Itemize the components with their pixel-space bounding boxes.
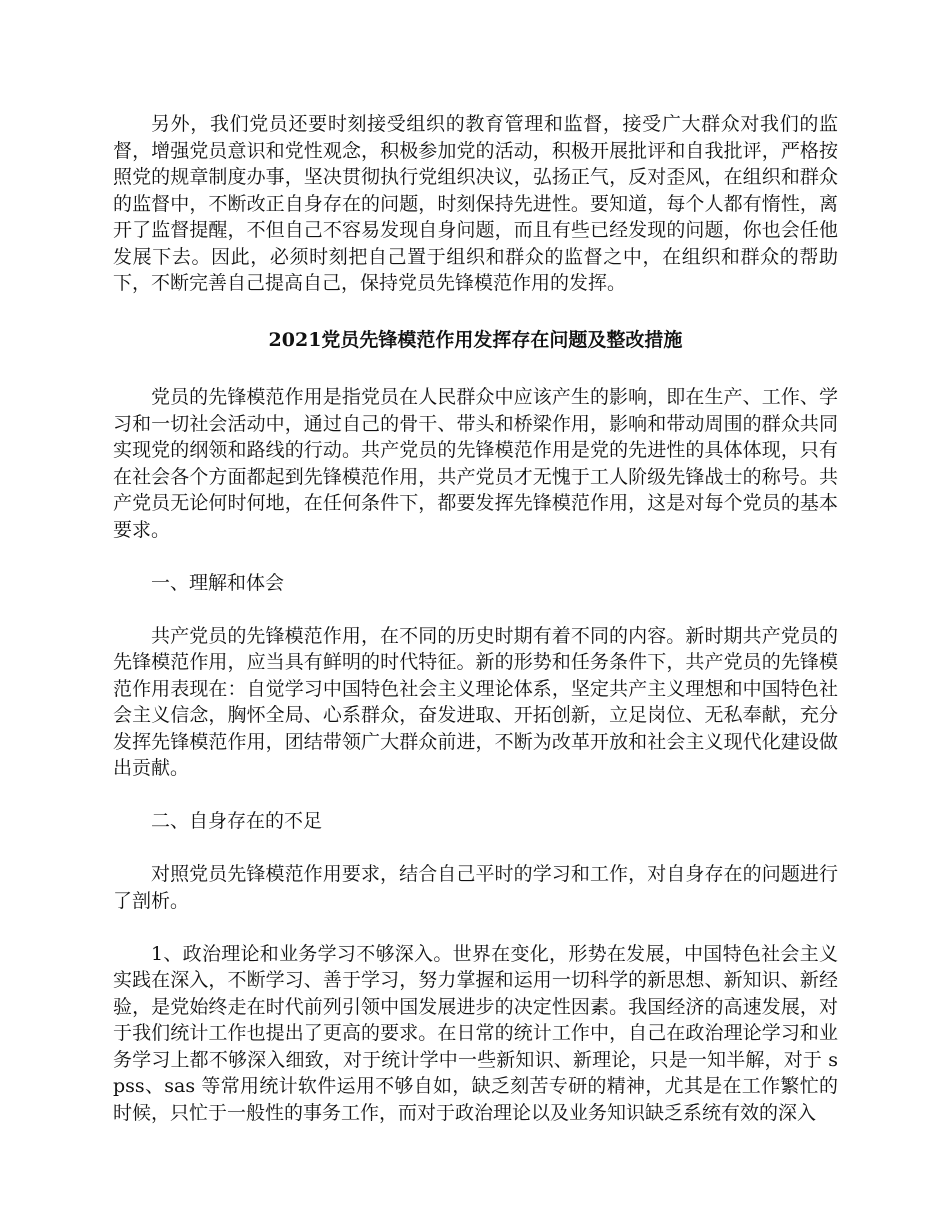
paragraph-vanguard-role: 党员的先锋模范作用是指党员在人民群众中应该产生的影响，即在生产、工作、学习和一切社会活动中，通过自己的骨干、带头和桥梁作用，影响和带动周围的群众共同实现党的纲领和路线的行动。共产党员的先锋模范作用是党的先进性的具体体现，只有在社会各个方面都起到先锋模范作用，共产党员才无愧于工人阶级先锋战士的称号。共产党员无论何时何地，在任何条件下，都要发挥先锋模范作用，这是对每个党员的基本要求。 [113,386,838,541]
document-body [113,111,838,1126]
document-heading: 2021党员先锋模范作用发挥存在问题及整改措施 [268,329,683,351]
paragraph-understanding: 共产党员的先锋模范作用，在不同的历史时期有着不同的内容。新时期共产党员的先锋模范作用，应当具有鲜明的时代特征。新的形势和任务条件下，共产党员的先锋模范作用表现在：自觉学习中国特色社会主义理论体系，坚定共产主义理想和中国特色社会主义信念，胸怀全局、心系群众，奋发进取、开拓创新，立足岗位、无私奉献，充分发挥先锋模范作用，团结带领广大群众前进，不断为改革开放和社会主义现代化建设做出贡献。 [113,624,838,779]
section-title-understanding: 一、理解和体会 [151,571,285,594]
paragraph-self-analysis: 对照党员先锋模范作用要求，结合自己平时的学习和工作，对自身存在的问题进行了剖析。 [113,863,838,912]
paragraph-supervision: 另外，我们党员还要时刻接受组织的教育管理和监督，接受广大群众对我们的监督，增强党员意识和党性观念，积极参加党的活动，积极开展批评和自我批评，严格按照党的规章制度办事，坚决贯彻执行党组织决议，弘扬正气，反对歪风，在组织和群众的监督中，不断改正自身存在的问题，时刻保持先进性。要知道，每个人都有惰性，离开了监督提醒，不但自己不容易发现自身问题，而且有些已经发现的问题，你也会任他发展下去。因此，必须时刻把自己置于组织和群众的监督之中，在组织和群众的帮助下，不断完善自己提高自己，保持党员先锋模范作用的发挥。 [113,113,838,294]
section-title-shortcomings: 二、自身存在的不足 [151,810,323,832]
paragraph-study-issue: 1、政治理论和业务学习不够深入。世界在变化，形势在发展，中国特色社会主义实践在深入，不断学习、善于学习，努力掌握和运用一切科学的新思想、新知识、新经验，是党始终走在时代前列引领中国发展进步的决定性因素。我国经济的高速发展，对于我们统计工作也提出了更高的要求。在日常的统计工作中，自己在政治理论学习和业务学习上都不够深入细致，对于统计学中一些新知识、新理论，只是一知半解，对于 spss、sas 等常用统计软件运用不够自如，缺乏刻苦专研的精神，尤其是在工作繁忙的时候，只忙于一般性的事务工作，而对于政治理论以及业务知识缺乏系统有效的深入 [113,942,838,1124]
